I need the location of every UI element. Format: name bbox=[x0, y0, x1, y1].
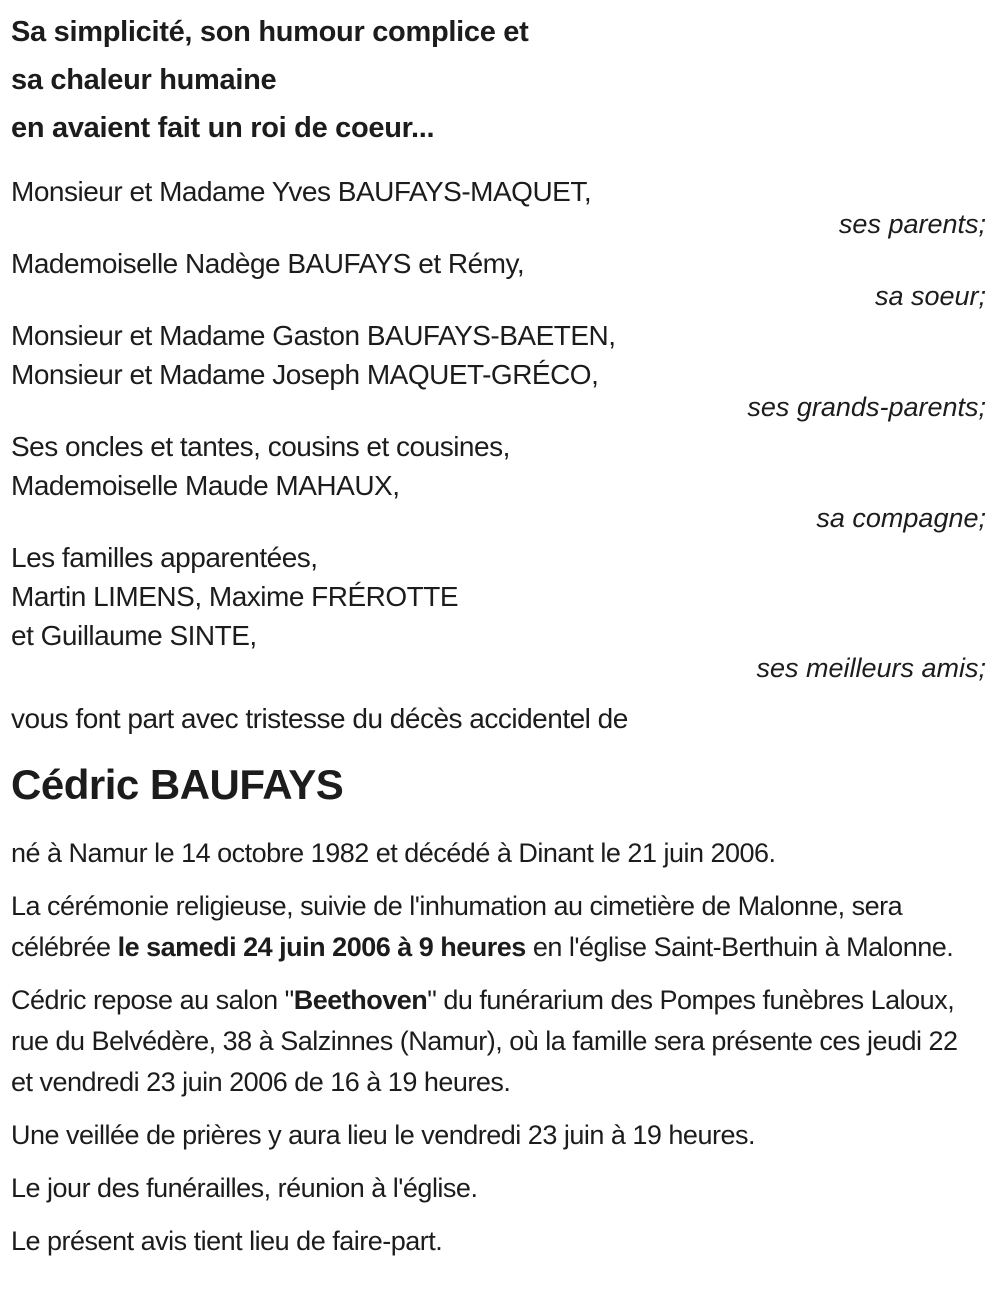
relationship-label: sa soeur; bbox=[874, 281, 986, 311]
family-member-line: Ses oncles et tantes, cousins et cousines, bbox=[11, 431, 510, 462]
family-member-line: Mademoiselle Nadège BAUFAYS et Rémy, bbox=[11, 248, 525, 279]
funeral-home-text: Cédric repose au salon " bbox=[11, 985, 294, 1015]
notice-body bbox=[11, 833, 986, 1262]
family-member-line: Les familles apparentées, bbox=[11, 542, 318, 573]
funeral-home-salon-name: Beethoven bbox=[293, 985, 428, 1015]
relationship-label: ses parents; bbox=[838, 209, 986, 239]
epigraph-line: en avaient fait un roi de coeur... bbox=[11, 112, 435, 144]
paragraph-funeral-home bbox=[11, 980, 986, 1103]
paragraph-faire-part: Le présent avis tient lieu de faire-part. bbox=[11, 1226, 443, 1256]
family-member-line: Monsieur et Madame Yves BAUFAYS-MAQUET, bbox=[11, 176, 592, 207]
epigraph-line: sa chaleur humaine bbox=[11, 64, 277, 96]
family-member-line: Monsieur et Madame Joseph MAQUET-GRÉCO, bbox=[11, 359, 599, 390]
relationship-label: sa compagne; bbox=[816, 503, 986, 533]
family-member-line: et Guillaume SINTE, bbox=[11, 620, 257, 651]
announcement-line: vous font part avec tristesse du décès accidentel de bbox=[11, 703, 628, 734]
relationship-label: ses grands-parents; bbox=[747, 392, 986, 422]
ceremony-text: La cérémonie religieuse, suivie de l'inhumation au cimetière de Malonne, sera célébrée bbox=[11, 891, 903, 962]
paragraph-ceremony bbox=[11, 886, 986, 968]
deceased-name: Cédric BAUFAYS bbox=[11, 761, 344, 808]
relationship-label: ses meilleurs amis; bbox=[756, 653, 986, 683]
ceremony-datetime: le samedi 24 juin 2006 à 9 heures bbox=[117, 932, 526, 962]
paragraph-reunion: Le jour des funérailles, réunion à l'église. bbox=[11, 1173, 478, 1203]
epigraph bbox=[11, 8, 986, 152]
ceremony-text: en l'église Saint-Berthuin à Malonne. bbox=[525, 932, 954, 962]
funeral-home-text: " du funérarium des Pompes funèbres Laloux, rue du Belvédère, 38 à Salzinnes (Namur), où la famille sera présente ces jeudi 22 et vendredi 23 juin 2006 de 16 à 19 heures. bbox=[11, 985, 958, 1097]
paragraph-vigil: Une veillée de prières y aura lieu le vendredi 23 juin à 19 heures. bbox=[11, 1120, 755, 1150]
family-member-line: Mademoiselle Maude MAHAUX, bbox=[11, 470, 400, 501]
epigraph-line: Sa simplicité, son humour complice et bbox=[11, 16, 529, 48]
paragraph-birth-death: né à Namur le 14 octobre 1982 et décédé à Dinant le 21 juin 2006. bbox=[11, 838, 776, 868]
family-list bbox=[11, 172, 986, 688]
family-member-line: Monsieur et Madame Gaston BAUFAYS-BAETEN, bbox=[11, 320, 616, 351]
family-member-line: Martin LIMENS, Maxime FRÉROTTE bbox=[11, 581, 459, 612]
